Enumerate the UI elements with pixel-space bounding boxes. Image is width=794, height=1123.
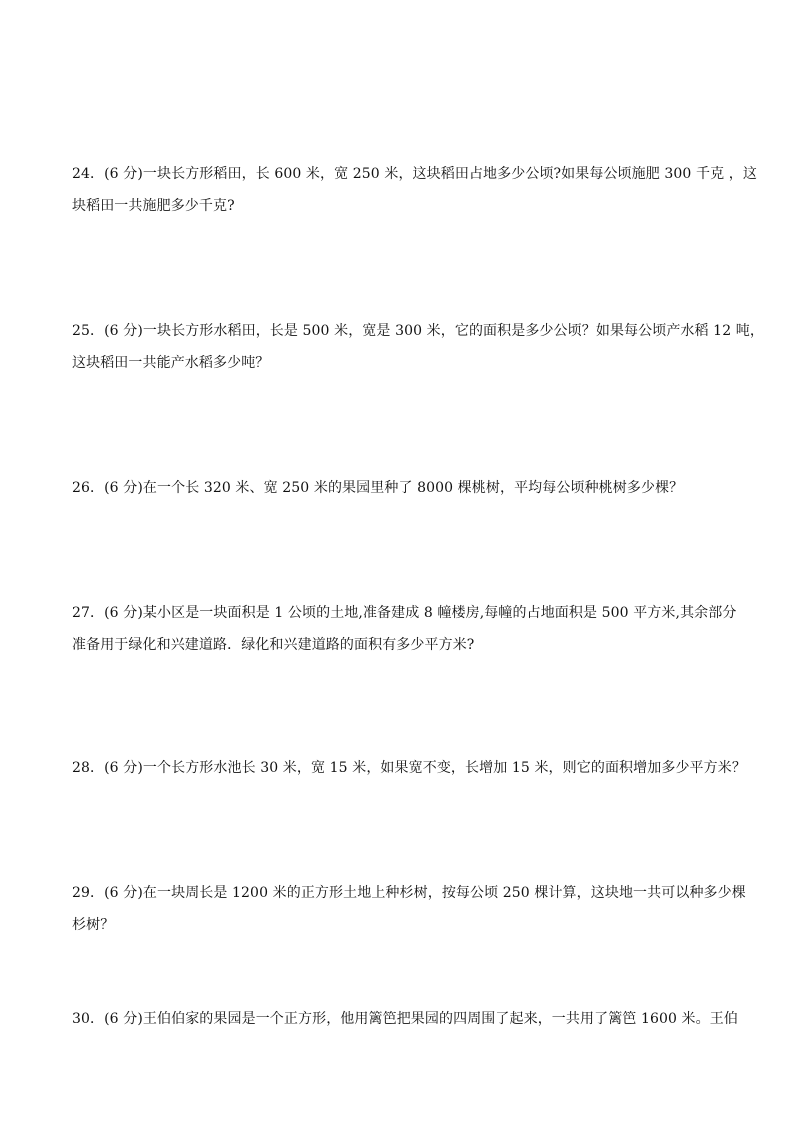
question-24-line-2: 块稻田一共施肥多少千克?	[72, 198, 235, 214]
question-27	[72, 597, 737, 661]
question-29	[72, 877, 746, 941]
question-24	[72, 158, 757, 222]
question-29-line-1: 29．(6 分)在一块周长是 1200 米的正方形土地上种杉树，按每公顷 250 棵计算，这块地一共可以种多少棵	[72, 885, 746, 901]
question-26	[72, 472, 722, 504]
question-25	[72, 315, 764, 379]
question-25-line-2: 这块稻田一共能产水稻多少吨？	[72, 355, 270, 371]
question-27-line-2: 准备用于绿化和兴建道路．绿化和兴建道路的面积有多少平方米?	[72, 637, 475, 653]
question-28	[72, 752, 746, 784]
question-29-line-2: 杉树？	[72, 917, 115, 933]
question-24-line-1: 24．(6 分)一块长方形稻田，长 600 米，宽 250 米，这块稻田占地多少公顷?如果每公顷施肥 300 千克 ，这	[72, 166, 757, 182]
question-26-line-1: 26．(6 分)在一个长 320 米、宽 250 米的果园里种了 8000 棵桃树，平均每公顷种桃树多少棵？	[72, 480, 684, 496]
question-27-line-1: 27．(6 分)某小区是一块面积是 1 公顷的土地,准备建成 8 幢楼房,每幢的占地面积是 500 平方米,其余部分	[72, 605, 737, 621]
question-30-line-1: 30．(6 分)王伯伯家的果园是一个正方形，他用篱笆把果园的四周围了起来，一共用了篱笆 1600 米。王伯	[72, 1011, 738, 1027]
question-28-line-1: 28．(6 分)一个长方形水池长 30 米，宽 15 米，如果宽不变，长增加 15 米，则它的面积增加多少平方米？	[72, 760, 746, 776]
question-25-line-1: 25．(6 分)一块长方形水稻田，长是 500 米，宽是 300 米，它的面积是多少公顷？如果每公顷产水稻 12 吨，	[72, 323, 764, 339]
question-30	[72, 1003, 738, 1035]
